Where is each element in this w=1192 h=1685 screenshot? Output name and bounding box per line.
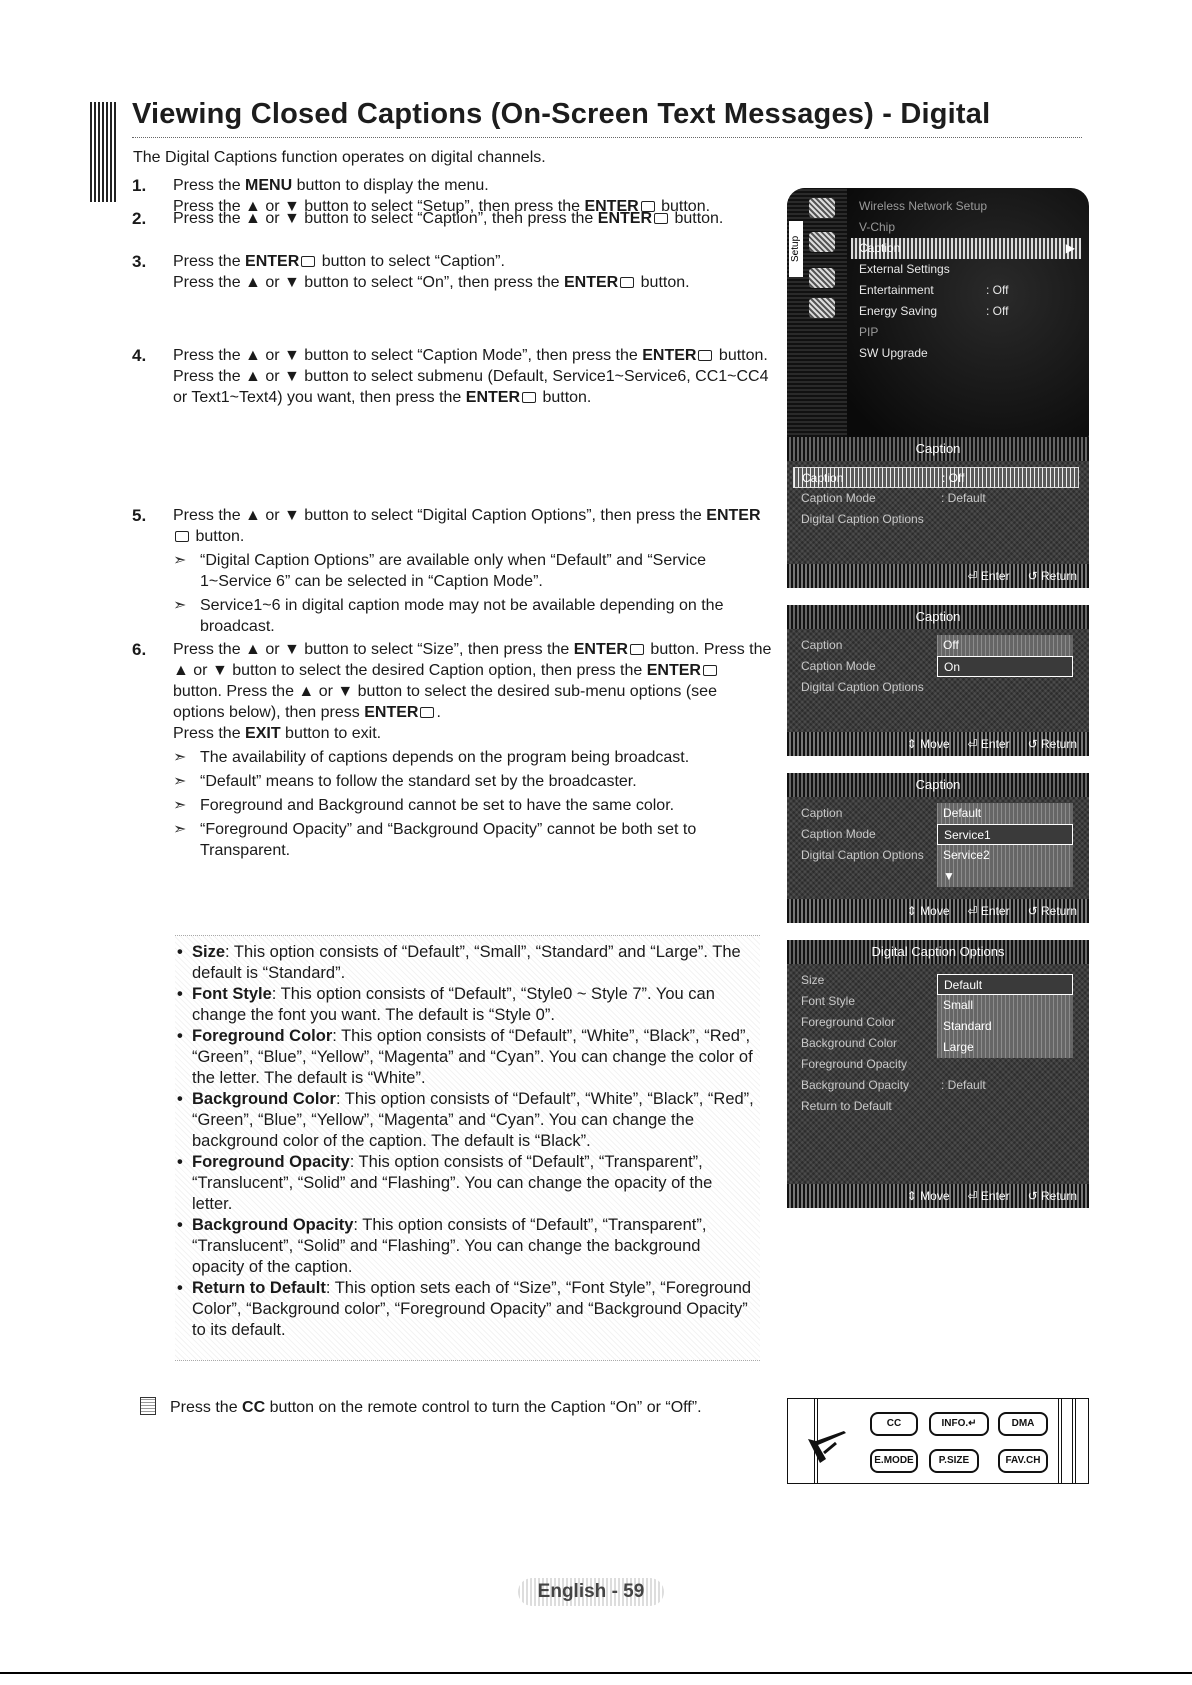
step-item: [132, 345, 772, 408]
step-body: [173, 251, 772, 293]
page-title: Viewing Closed Captions (On-Screen Text Messages) - Digital: [132, 98, 991, 130]
bullet-icon: •: [177, 1279, 183, 1297]
step-text: Press the ▲ or ▼ button to select “Setup”, then press the: [173, 198, 585, 215]
caption-menu-screen-3: [787, 773, 1089, 923]
remote-key[interactable]: INFO.↵: [929, 1412, 989, 1436]
enter-icon: [420, 707, 434, 718]
setup-menu-item[interactable]: [851, 217, 1081, 238]
panel-footer: [787, 1184, 1089, 1208]
menu-row-label: Caption: [801, 638, 843, 652]
menu-row[interactable]: [793, 677, 1079, 698]
bullet-icon: •: [177, 1153, 183, 1171]
step-note: [173, 771, 772, 792]
option-label: Size: [192, 943, 226, 961]
step-body: [173, 208, 772, 229]
footer-hint: ↺ Return: [1027, 904, 1077, 918]
setup-item-label: PIP: [859, 325, 879, 339]
note-arrow-icon: ➣: [173, 597, 187, 614]
menu-row-label: Caption: [802, 471, 844, 485]
menu-row-label: Foreground Opacity: [801, 1057, 908, 1071]
step-note: [173, 747, 772, 768]
step-text: Press the: [173, 177, 246, 194]
option-label: Font Style: [192, 985, 272, 1003]
step-note: [173, 795, 772, 816]
step-number: 1.: [132, 176, 147, 195]
enter-icon: [620, 277, 634, 288]
menu-row-label: Digital Caption Options: [801, 512, 924, 526]
step-text: button. Press the ▲ or ▼ button to select the desired sub-menu options (see options below), then press: [173, 683, 717, 721]
title-decoration-bar: [90, 102, 116, 202]
option-text: : This option sets each of “Size”, “Font Style”, “Foreground Color”, “Background color”, “Foreground Opacity” and “Background Opacity” to its default.: [192, 1279, 752, 1339]
setup-menu-items: [851, 196, 1081, 364]
dropdown-option[interactable]: Default: [937, 974, 1073, 995]
menu-row-label: Background Color: [801, 1036, 898, 1050]
panel-header: Caption: [787, 773, 1089, 797]
remote-control-illustration: [787, 1398, 1089, 1484]
button-name: ENTER: [573, 641, 628, 658]
note-text: “Default” means to follow the standard set by the broadcaster.: [200, 773, 637, 790]
setup-menu-item[interactable]: [851, 259, 1081, 280]
note-text: The availability of captions depends on the program being broadcast.: [200, 749, 690, 766]
option-text: : This option consists of “Default”, “White”, “Black”, “Red”, “Green”, “Blue”, “Yellow”, “Magenta” and “Cyan”. You can change the background color of the caption. The default is “Black”.: [192, 1090, 754, 1150]
option-dropdown[interactable]: [937, 803, 1073, 887]
dropdown-option[interactable]: Service1: [937, 824, 1073, 845]
enter-icon: [654, 213, 668, 224]
setup-menu-item[interactable]: [851, 301, 1081, 322]
step-line: [173, 175, 772, 196]
option-dropdown[interactable]: [937, 974, 1073, 1058]
pointing-hand-icon: [806, 1429, 850, 1473]
title-divider: [132, 137, 1082, 138]
button-name: ENTER: [584, 198, 639, 215]
remote-key[interactable]: CC: [870, 1412, 918, 1436]
menu-row[interactable]: [793, 488, 1079, 509]
setup-item-label: Caption: [859, 241, 901, 255]
note-arrow-icon: ➣: [173, 552, 187, 569]
button-name: EXIT: [245, 725, 281, 742]
option-item: [175, 1026, 755, 1089]
setup-item-value: : Off: [986, 283, 1009, 297]
setup-menu-item[interactable]: [851, 238, 1081, 259]
step-text: button.: [670, 210, 724, 227]
step-text: button to display the menu.: [292, 177, 489, 194]
bullet-icon: •: [177, 1090, 183, 1108]
menu-row-label: Size: [801, 973, 825, 987]
chevron-right-icon: ▶: [1065, 241, 1075, 255]
footer-hint: ↺ Return: [1027, 1189, 1077, 1203]
setup-menu-screen: [787, 188, 1089, 453]
button-name: ENTER: [706, 507, 761, 524]
remote-key[interactable]: P.SIZE: [929, 1449, 979, 1473]
setup-menu-item[interactable]: [851, 280, 1081, 301]
setup-item-value: : Off: [986, 304, 1009, 318]
caption-options-list: [175, 935, 760, 1361]
panel-rows: [793, 467, 1079, 530]
menu-row-label: Caption Mode: [801, 491, 876, 505]
footer-hint: ⏎ Enter: [967, 1189, 1010, 1203]
note-text: “Foreground Opacity” and “Background Opacity” cannot be both set to Transparent.: [200, 821, 697, 859]
menu-row-label: Digital Caption Options: [801, 848, 924, 862]
footer-hint: ⇕ Move: [906, 904, 950, 918]
step-text: button.: [656, 198, 711, 215]
menu-row-label: Font Style: [801, 994, 856, 1008]
step-number: 5.: [132, 506, 147, 525]
step-text: Press the ▲ or ▼ button to select “On”, then press the: [173, 274, 564, 291]
menu-row-label: Caption: [801, 806, 843, 820]
page-number: English - 59: [518, 1578, 664, 1606]
panel-header: Caption: [787, 437, 1089, 461]
setup-item-label: External Settings: [859, 262, 950, 276]
note-arrow-icon: ➣: [173, 797, 187, 814]
option-item: [175, 984, 755, 1026]
footer-hint: ⇕ Move: [906, 1189, 950, 1203]
caption-menu-screen-2: [787, 605, 1089, 756]
remote-key[interactable]: DMA: [998, 1412, 1048, 1436]
setup-menu-item[interactable]: [851, 343, 1081, 364]
step-number: 6.: [132, 640, 147, 659]
dropdown-option[interactable]: Default: [943, 806, 982, 820]
step-number: 2.: [132, 209, 147, 228]
step-body: [173, 639, 772, 861]
dropdown-option[interactable]: ▼: [943, 869, 955, 883]
step-text: button.: [538, 389, 592, 406]
dropdown-option[interactable]: Off: [943, 638, 959, 652]
setup-item-label: Entertainment: [859, 283, 934, 297]
enter-icon: [698, 350, 712, 361]
step-text: Press the ▲ or ▼ button to select “Digital Caption Options”, then press the: [173, 507, 707, 524]
option-text: : This option consists of “Default”, “White”, “Black”, “Red”, “Green”, “Blue”, “Yellow”, “Magenta” and “Cyan”. You can change the color of the letter. The default is “White”.: [192, 1027, 753, 1087]
footer-hint: ⏎ Enter: [967, 569, 1010, 583]
dropdown-option[interactable]: Service2: [943, 848, 990, 862]
bottom-rule: [0, 1672, 1192, 1674]
footer-hint: ↺ Return: [1027, 737, 1077, 751]
menu-row-value: : Default: [941, 491, 986, 505]
step-line: [173, 272, 772, 293]
enter-icon: [630, 644, 644, 655]
setup-item-label: V-Chip: [859, 220, 896, 234]
footer-hint: ⇕ Move: [906, 737, 950, 751]
bullet-icon: •: [177, 943, 183, 961]
setup-sidebar: [787, 188, 847, 453]
note-arrow-icon: ➣: [173, 773, 187, 790]
step-body: [173, 505, 772, 637]
dropdown-option[interactable]: Standard: [943, 1019, 992, 1033]
option-label: Foreground Color: [192, 1027, 333, 1045]
gear-icon: [809, 232, 835, 252]
bullet-icon: •: [177, 1027, 183, 1045]
enter-icon: [175, 531, 189, 542]
remote-edge-left: [814, 1398, 818, 1484]
setup-item-label: Wireless Network Setup: [859, 199, 988, 213]
step-body: [173, 345, 772, 408]
step-text: Press the: [173, 253, 246, 270]
menu-row-label: Digital Caption Options: [801, 680, 924, 694]
remote-edge-right: [1058, 1398, 1062, 1484]
enter-icon: [703, 665, 717, 676]
dropdown-option[interactable]: Small: [943, 998, 974, 1012]
step-text: button.: [191, 528, 245, 545]
step-text: Press the ▲ or ▼ button to select “Size”, then press the: [173, 641, 574, 658]
footer-hint: ⏎ Enter: [967, 904, 1010, 918]
menu-row[interactable]: [793, 467, 1079, 488]
option-item: [175, 1278, 755, 1341]
button-name: ENTER: [597, 210, 652, 227]
menu-row-value: : Off: [942, 471, 965, 485]
cc-note-bold: CC: [242, 1399, 266, 1416]
panel-footer: [787, 564, 1089, 588]
button-name: ENTER: [642, 347, 697, 364]
dropdown-option[interactable]: On: [937, 656, 1073, 677]
step-line: [173, 639, 772, 723]
note-text: Service1~6 in digital caption mode may not be available depending on the broadcast.: [200, 597, 724, 635]
option-item: [175, 1089, 755, 1152]
button-name: MENU: [245, 177, 293, 194]
step-text: .: [436, 704, 441, 721]
footer-hint: ⏎ Enter: [967, 737, 1010, 751]
step-number: 4.: [132, 346, 147, 365]
option-item: [175, 1215, 755, 1278]
step-note: [173, 819, 772, 861]
step-number: 3.: [132, 252, 147, 271]
cc-note: [140, 1397, 702, 1417]
option-item: [175, 1152, 755, 1215]
panel-header: Caption: [787, 605, 1089, 629]
step-text: button to select “Caption”.: [317, 253, 505, 270]
remote-key[interactable]: FAV.CH: [998, 1449, 1048, 1473]
note-icon: [140, 1397, 156, 1415]
menu-row[interactable]: [793, 509, 1079, 530]
option-text: : This option consists of “Default”, “Small”, “Standard” and “Large”. The default is “Standard”.: [192, 943, 741, 982]
menu-row-label: Foreground Color: [801, 1015, 896, 1029]
intro-text: The Digital Captions function operates on digital channels.: [133, 149, 546, 166]
note-text: Foreground and Background cannot be set to have the same color.: [200, 797, 675, 814]
bullet-icon: •: [177, 1216, 183, 1234]
step-item: [132, 505, 772, 637]
panel-header: Digital Caption Options: [787, 940, 1089, 964]
step-note: [173, 550, 772, 592]
step-line: [173, 208, 772, 229]
step-line: [173, 505, 772, 547]
button-name: ENTER: [563, 274, 619, 291]
menu-row-label: Caption Mode: [801, 659, 876, 673]
step-text: button to exit.: [280, 725, 382, 742]
setup-menu-item[interactable]: [851, 196, 1081, 217]
remote-key[interactable]: E.MODE: [870, 1449, 918, 1473]
step-text: Press the: [173, 725, 246, 742]
button-name: ENTER: [364, 704, 419, 721]
setup-item-label: Energy Saving: [859, 304, 938, 318]
menu-row-label: Return to Default: [801, 1099, 892, 1113]
panel-footer: [787, 899, 1089, 923]
dropdown-option[interactable]: Large: [943, 1040, 974, 1054]
menu-row[interactable]: [793, 1096, 1079, 1117]
option-dropdown[interactable]: [937, 635, 1073, 677]
menu-row-label: Background Opacity: [801, 1078, 910, 1092]
caption-menu-screen-1: [787, 437, 1089, 588]
bullet-icon: •: [177, 985, 183, 1003]
step-text: button. Press the ▲ or ▼ button to select submenu (Default, Service1~Service6, CC1~CC4 or Text1~Text4) you want, then press the: [173, 347, 769, 406]
step-text: Press the ▲ or ▼ button to select “Caption Mode”, then press the: [173, 347, 643, 364]
remote-edge-right-2: [1072, 1398, 1076, 1484]
option-label: Background Opacity: [192, 1216, 354, 1234]
step-item: [132, 208, 772, 229]
cc-note-pre: Press the: [170, 1399, 243, 1416]
step-text: button.: [636, 274, 690, 291]
step-line: [173, 345, 772, 408]
option-text: : This option consists of “Default”, “Transparent”, “Translucent”, “Solid” and “Flashing”. You can change the opacity of the letter.: [192, 1153, 713, 1213]
cc-note-post: button on the remote control to turn the Caption “On” or “Off”.: [265, 1399, 702, 1416]
footer-hint: ↺ Return: [1027, 569, 1077, 583]
step-line: [173, 251, 772, 272]
option-text: : This option consists of “Default”, “Style0 ~ Style 7”. You can change the font you want. The default is “Style 0”.: [192, 985, 715, 1024]
picture-icon: [809, 198, 835, 218]
input-icon: [809, 298, 835, 318]
option-label: Foreground Opacity: [192, 1153, 350, 1171]
option-text: : This option consists of “Default”, “Transparent”, “Translucent”, “Solid” and “Flashing”. You can change the background opacity of the caption.: [192, 1216, 707, 1276]
option-label: Background Color: [192, 1090, 336, 1108]
setup-item-label: SW Upgrade: [859, 346, 928, 360]
button-name: ENTER: [245, 253, 300, 270]
note-text: “Digital Caption Options” are available only when “Default” and “Service 1~Service 6” can be selected in “Caption Mode”.: [200, 552, 707, 590]
enter-icon: [301, 256, 315, 267]
step-note: [173, 595, 772, 637]
sound-icon: [809, 268, 835, 288]
note-arrow-icon: ➣: [173, 749, 187, 766]
button-name: ENTER: [646, 662, 701, 679]
step-item: [132, 251, 772, 293]
menu-row-value: : Default: [941, 1078, 986, 1092]
note-arrow-icon: ➣: [173, 821, 187, 838]
option-label: Return to Default: [192, 1279, 326, 1297]
menu-row-label: Caption Mode: [801, 827, 876, 841]
setup-tab: Setup: [789, 221, 803, 277]
enter-icon: [522, 392, 536, 403]
step-text: Press the ▲ or ▼ button to select “Caption”, then press the: [173, 210, 598, 227]
menu-row[interactable]: [793, 1075, 1079, 1096]
step-text: button. Press the ▲ or ▼ button to select the desired Caption option, then press the: [173, 641, 772, 679]
digital-options-screen: [787, 940, 1089, 1208]
panel-footer: [787, 732, 1089, 756]
step-line: [173, 723, 772, 744]
option-item: [175, 942, 755, 984]
button-name: ENTER: [465, 389, 520, 406]
setup-menu-item[interactable]: [851, 322, 1081, 343]
step-item: [132, 639, 772, 861]
